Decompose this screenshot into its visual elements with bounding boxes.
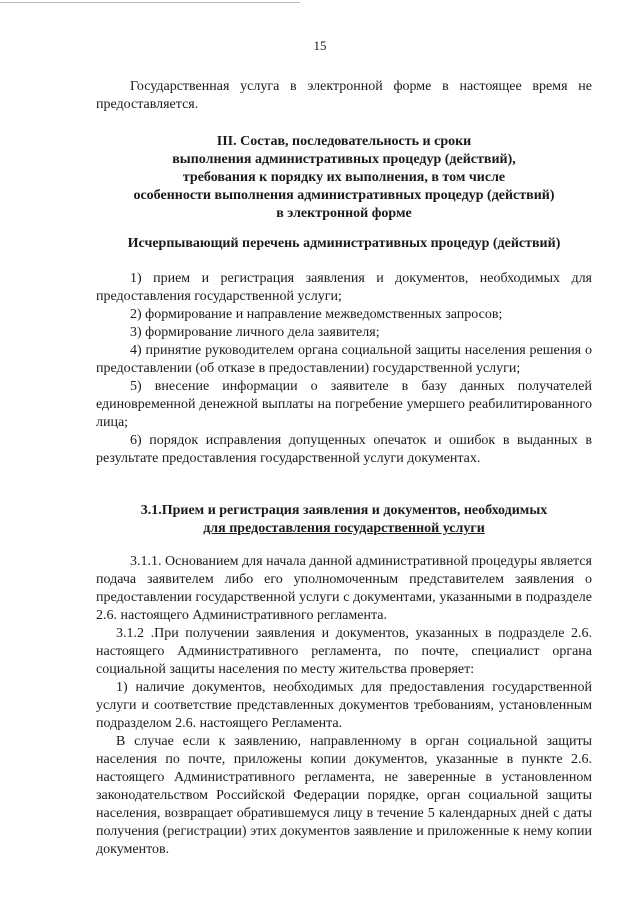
section-3-title-line: особенности выполнения административных процедур (действий) [133, 188, 555, 203]
section-3-1-body [96, 553, 592, 859]
intro-paragraph [96, 78, 592, 114]
list-item: 6) порядок исправления допущенных опечаток и ошибок в выданных в результате предоставления государственной услуги документах. [96, 433, 592, 466]
section-3-title-line: выполнения административных процедур (действий), [172, 152, 516, 167]
procedures-list-heading: Исчерпывающий перечень административных процедур (действий) [127, 236, 561, 251]
section-3-1-title-line1: 3.1.Прием и регистрация заявления и документов, необходимых [140, 503, 548, 518]
list-item: 2) формирование и направление межведомственных запросов; [130, 307, 503, 322]
list-item: 5) внесение информации о заявителе в базу данных получателей единовременной денежной выплаты на погребение умершего реабилитированного лица; [96, 379, 592, 430]
section-3-title-line: требования к порядку их выполнения, в том числе [182, 170, 506, 185]
intro-text: Государственная услуга в электронной форме в настоящее время не предоставляется. [96, 79, 592, 112]
list-item: 4) принятие руководителем органа социальной защиты населения решения о предоставлении (об отказе в предоставлении) государственной услуги; [96, 343, 592, 376]
section-3-heading [96, 133, 592, 223]
section-3-title-line: в электронной форме [276, 206, 412, 221]
list-item: 3) формирование личного дела заявителя; [130, 325, 380, 340]
section-3-1-heading [96, 502, 592, 538]
list-item: 1) прием и регистрация заявления и документов, необходимых для предоставления государственной услуги; [96, 271, 592, 304]
paragraph-3-1-1: 3.1.1. Основанием для начала данной административной процедуры является подача заявителем либо его уполномоченным представителем заявления о предоставлении государственной услуги с документами, указанными в подразделе 2.6. настоящего Административного регламента. [96, 554, 592, 623]
section-3-1-title-line2: для предоставления государственной услуги [203, 521, 485, 536]
procedures-list [96, 270, 592, 468]
scan-edge-line [0, 2, 300, 3]
paragraph-copies-return: В случае если к заявлению, направленному в орган социальной защиты населения по почте, приложены копии документов, указанные в пункте 2.6. настоящего Административного регламента, не заверенные в установленном законодательством Российской Федерации порядке, орган социальной защиты населения, возвращает обратившемуся лицу в течение 5 календарных дней с даты получения (регистрации) этих документов заявление и приложенные к нему копии документов. [96, 734, 592, 857]
paragraph-check-item: 1) наличие документов, необходимых для предоставления государственной услуги и соответствие представленных документов требованиям, установленным подразделом 2.6. настоящего Регламента. [96, 680, 592, 731]
page-number: 15 [313, 38, 327, 53]
paragraph-3-1-2: 3.1.2 .При получении заявления и документов, указанных в подразделе 2.6. настоящего Административного регламента, по почте, специалист органа социальной защиты населения по месту жительства проверяет: [96, 626, 592, 677]
section-3-title-line: III. Состав, последовательность и сроки [216, 134, 472, 149]
